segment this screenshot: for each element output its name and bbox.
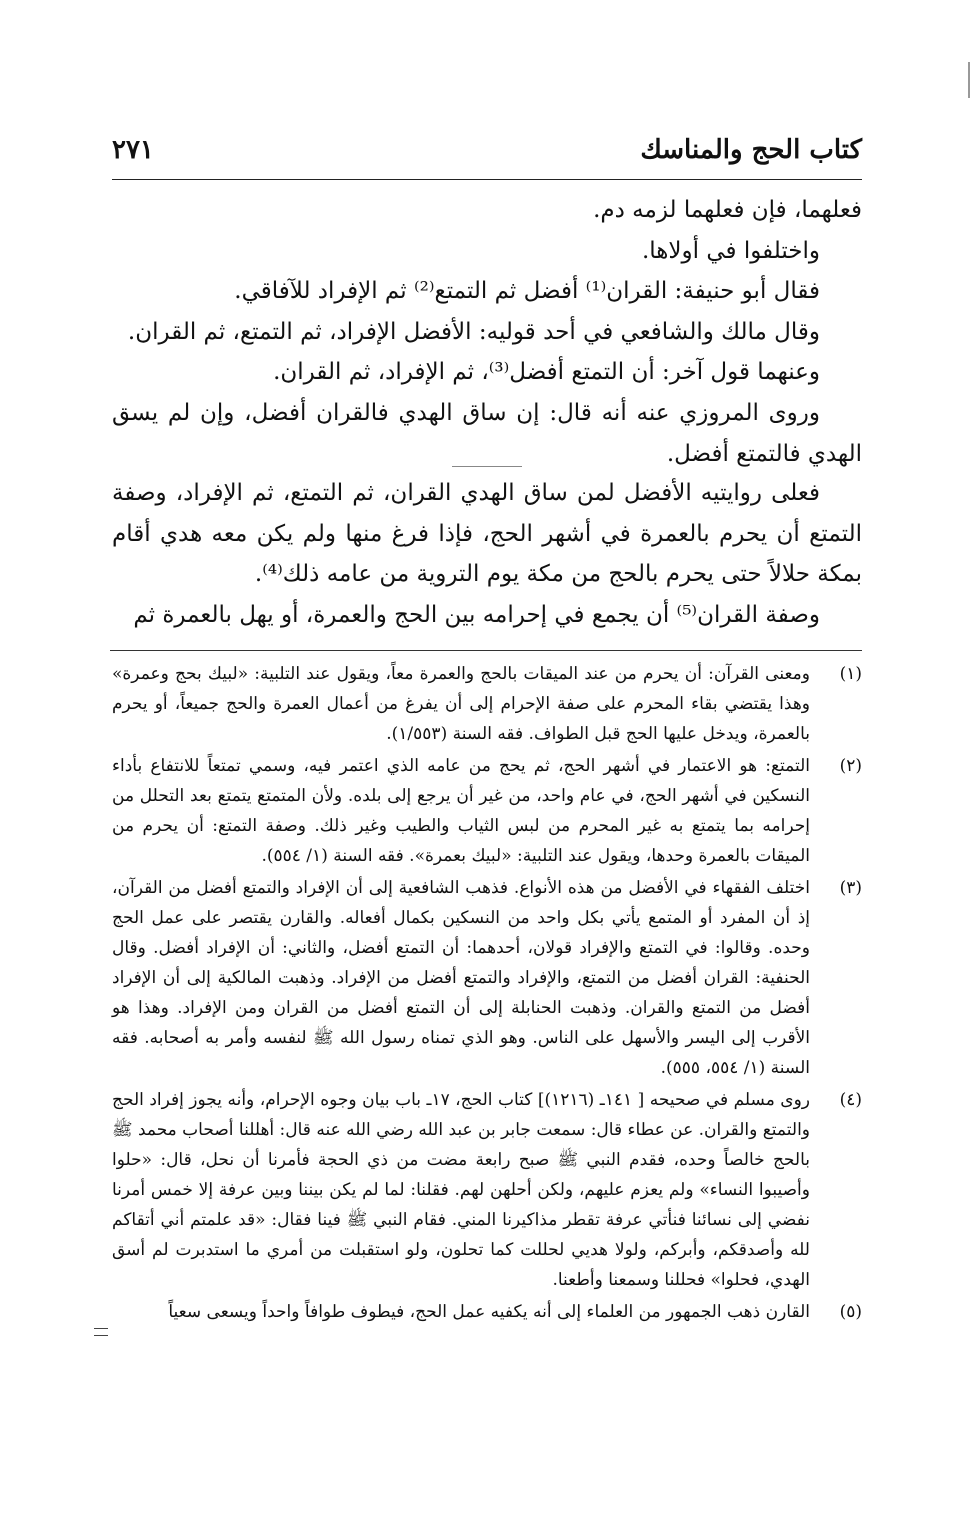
footnote xyxy=(112,873,862,1083)
footnote-text: ومعنى القرآن: أن يحرم من عند الميقات بالحج والعمرة معاً، ويقول عند التلبية: «لبيك بحج وعمرة» وهذا يقتضي بقاء المحرم على صفة الإحرام إلى أن يفرغ من أعمال العمرة والحج جميعاً، أو يحرم بالعمرة، ويدخل عليها الحج قبل الطواف. فقه السنة (١/٥٥٣). xyxy=(112,663,810,744)
paragraph: وروى المروزي عنه أنه قال: إن ساق الهدي فالقران أفضل، وإن لم يسق الهدي فالتمتع أفضل. xyxy=(112,399,862,467)
footnote xyxy=(112,659,862,749)
footnote-number: (٥) xyxy=(839,1301,862,1322)
footnote xyxy=(112,751,862,871)
continuation-mark xyxy=(94,1328,108,1336)
main-text xyxy=(112,190,862,636)
footnote-number: (٢) xyxy=(839,755,862,776)
footnote-text: التمتع: هو الاعتمار في أشهر الحج، ثم يحج من عامه الذي اعتمر فيه، وسمي تمتعاً للانتفاع بأداء النسكين في أشهر الحج، في عام واحد، من غير أن يرجع إلى بلده. ولأن المتمتع يتمتع بعد التحلل من إحرامه بما يتمتع به غير المحرم من لبس الثياب والطيب وغير ذلك. وصفة التمتع: أن يحرم من الميقات بالعمرة وحدها، ويقول عند التلبية: «لبيك بعمرة». فقه السنة (١/ ٥٥٤). xyxy=(112,755,810,866)
footnote-number: (٤) xyxy=(839,1089,862,1110)
footnote-separator xyxy=(110,650,862,651)
section-divider xyxy=(452,466,522,467)
book-page xyxy=(112,135,862,1329)
paragraph: واختلفوا في أولاها. xyxy=(641,237,820,264)
paragraph: فقال أبو حنيفة: القران⁽¹⁾ أفضل ثم التمتع⁽²⁾ ثم الإفراد للآفاقي. xyxy=(234,278,820,305)
footnote-text: اختلف الفقهاء في الأفضل من هذه الأنواع. فذهب الشافعية إلى أن الإفراد والتمتع أفضل من القرآن، إذ أن المفرد أو المتمع يأتي بكل واحد من النسكين بكمال أفعاله. والقارن يقتصر على عمل الحج وحده. وقالوا: في التمتع والإفراد قولان، أحدهما: أن التمتع أفضل، والثاني: أن الإفراد أفضل. وقال الحنفية: القران أفضل من التمتع، والإفراد والتمتع أفضل من الإفراد. وذهبت المالكية إلى أن الإفراد أفضل من التمتع والقران. وذهبت الحنابلة إلى أن التمتع أفضل من القران ومن الإفراد. وهذا هو الأقرب إلى اليسر والأسهل على الناس. وهو الذي تمناه رسول الله ﷺ لنفسه وأمر به أصحابه. فقه السنة (١/ ٥٥٤، ٥٥٥). xyxy=(112,877,810,1078)
footnote-number: (١) xyxy=(839,663,862,684)
footnote xyxy=(112,1297,862,1327)
footnote-text: القارن ذهب الجمهور من العلماء إلى أنه يكفيه عمل الحج، فيطوف طوافاً واحداً ويسعى سعياً xyxy=(168,1301,810,1322)
running-header xyxy=(112,135,862,180)
scan-edge-mark xyxy=(968,62,970,98)
footnote-text: روى مسلم في صحيحه [ ١٤١ـ (١٢١٦)] كتاب الحج، ١٧ـ باب بيان وجوه الإحرام، وأنه يجوز إفراد الحج والتمتع والقران. عن عطاء قال: سمعت جابر بن عبد الله رضي الله عنه قال: أهللنا أصحاب محمد ﷺ بالحج خالصاً وحده، فقدم النبي ﷺ صبح رابعة مضت من ذي الحجة فأمرنا أن نحل، قال: «حلوا وأصيبوا النساء» ولم يعزم عليهم، ولكن أحلهن لهم. فقلنا: لما لم يكن بيننا وبين عرفة إلا خمس أمرنا نفضي إلى نسائنا فنأتي عرفة تقطر مذاكيرنا المني. فقام النبي ﷺ فينا فقال: «قد علمتم أني أتقاكم لله وأصدقكم، وأبركم، ولولا هديي لحللت كما تحلون، ولو استقبلت من أمري ما استدبرت لم أسق الهدي، فحلوا» فحللنا وسمعنا وأطعنا. xyxy=(112,1089,810,1290)
paragraph: وقال مالك والشافعي في أحد قوليه: الأفضل الإفراد، ثم التمتع، ثم القران. xyxy=(127,318,820,345)
paragraph: فعلى روايتيه الأفضل لمن ساق الهدي القران، ثم التمتع، ثم الإفراد، وصفة التمتع أن يحرم بالعمرة في أشهر الحج، فإذا فرغ منها ولم يكن معه هدي أقام بمكة حلالاً حتى يحرم بالحج من مكة يوم التروية من عامه ذلك⁽⁴⁾. xyxy=(112,480,862,588)
paragraph: وعنهما قول آخر: أن التمتع أفضل⁽³⁾، ثم الإفراد، ثم القران. xyxy=(273,359,820,386)
footnote xyxy=(112,1085,862,1295)
footnotes xyxy=(112,659,862,1327)
chapter-title: كتاب الحج والمناسك xyxy=(640,135,862,165)
paragraph: فعلهما، فإن فعلهما لزمه دم. xyxy=(593,197,862,223)
page-number: ٢٧١ xyxy=(112,135,154,165)
paragraph: وصفة القران⁽⁵⁾ أن يجمع في إحرامه بين الحج والعمرة، أو يهل بالعمرة ثم xyxy=(133,601,820,628)
footnote-number: (٣) xyxy=(839,877,862,898)
